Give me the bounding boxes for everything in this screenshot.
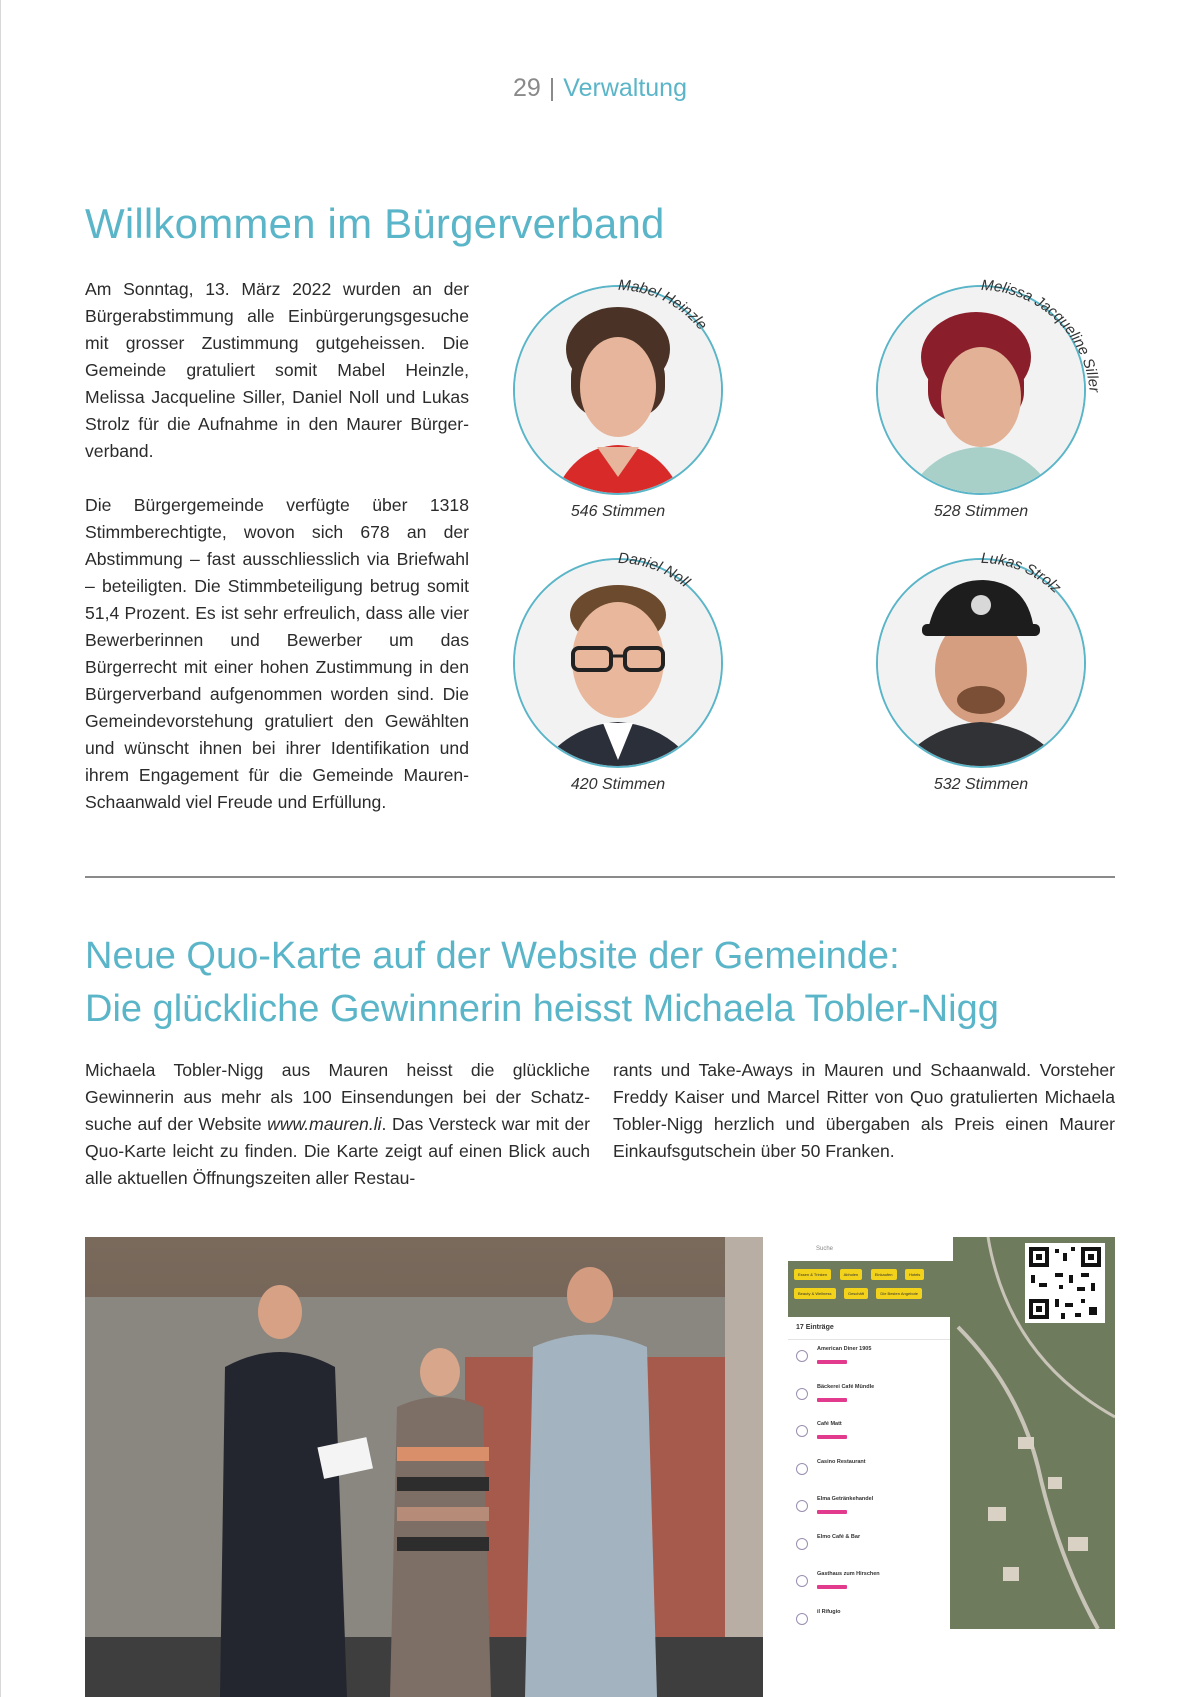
article2-column-1 xyxy=(85,1057,590,1192)
article2-text-a: Michaela Tobler-Nigg aus Mauren heisst die glückliche Gewinnerin aus mehr als 100 Einsendungen bei der Schatzsuche auf der Website xyxy=(85,1060,590,1134)
winner-photo xyxy=(85,1237,763,1697)
article1-paragraph-1: Am Sonntag, 13. März 2022 wurden an der Bürgerabstimmung alle Einbürgerungsgesuche mit grosser Zustimmung gutgeheissen. Die Gemeinde gratuliert somit Mabel Heinzle, Melissa Jacqueline Siller, Daniel Noll und Lukas Strolz für die Aufnahme in den Maurer Bürgerverband. xyxy=(85,279,469,461)
place-icon xyxy=(796,1613,808,1625)
map-chip[interactable]: Beauty & Wellness xyxy=(794,1288,836,1299)
place-icon xyxy=(796,1575,808,1587)
candidate-name-arc xyxy=(856,265,1116,525)
map-list-item[interactable]: Café Matt xyxy=(788,1415,950,1453)
map-category-chips xyxy=(792,1263,942,1301)
article1-title: Willkommen im Bürgerverband xyxy=(85,200,665,247)
running-header xyxy=(0,74,1200,103)
map-list-item[interactable]: Elmo Café & Bar xyxy=(788,1528,950,1566)
section-name: Verwaltung xyxy=(563,74,687,102)
candidate-name-arc xyxy=(493,538,753,798)
place-icon xyxy=(796,1388,808,1400)
svg-text:Lukas Strolz: Lukas Strolz xyxy=(980,549,1065,597)
vote-count: 532 Stimmen xyxy=(933,776,1029,793)
map-list-item[interactable]: Gasthaus zum Hirschen xyxy=(788,1565,950,1603)
place-icon xyxy=(796,1350,808,1362)
website-link[interactable]: www.mauren.li xyxy=(267,1114,382,1134)
candidate-name-arc xyxy=(493,265,753,525)
map-chip[interactable]: Einkaufen xyxy=(871,1269,897,1280)
place-icon xyxy=(796,1463,808,1475)
svg-text:Daniel Noll: Daniel Noll xyxy=(617,549,694,591)
header-separator: | xyxy=(548,74,556,102)
page-edge xyxy=(0,0,1,1697)
portrait-daniel-noll xyxy=(513,548,733,808)
candidate-name-arc xyxy=(856,538,1116,798)
svg-text:Mabel Heinzle: Mabel Heinzle xyxy=(617,276,711,334)
map-list-item[interactable]: Elma Getränkehandel xyxy=(788,1490,950,1528)
portrait-lukas-strolz xyxy=(876,548,1096,808)
svg-text:Melissa Jacqueline Siller: Melissa Jacqueline Siller xyxy=(980,276,1103,394)
map-chip[interactable]: Hotels xyxy=(905,1269,924,1280)
map-list-item[interactable]: Bäckerei Café Mündle xyxy=(788,1378,950,1416)
map-entry-list xyxy=(788,1317,950,1629)
article2-title-line1: Neue Quo-Karte auf der Website der Gemeinde: xyxy=(85,935,900,977)
map-list-item[interactable]: American Diner 1905 xyxy=(788,1340,950,1378)
place-icon xyxy=(796,1425,808,1437)
page-number: 29 xyxy=(512,74,541,102)
quo-map-screenshot xyxy=(788,1237,1115,1629)
section-divider xyxy=(85,876,1115,878)
portrait-mabel-heinzle xyxy=(513,275,733,535)
article2-text-b: . Das Versteck war mit der Quo-Karte leicht zu finden. Die Karte zeigt auf einen Blick auch alle aktuellen Öffnungszeiten aller Restau- xyxy=(85,1114,590,1188)
article2-title xyxy=(85,930,999,1036)
place-icon xyxy=(796,1538,808,1550)
place-icon xyxy=(796,1500,808,1512)
vote-count: 546 Stimmen xyxy=(570,503,666,520)
article1-text xyxy=(85,276,469,816)
map-chip[interactable]: Die Besten Angebote xyxy=(876,1288,922,1299)
article2-title-line2: Die glückliche Gewinnerin heisst Michaela Tobler-Nigg xyxy=(85,988,999,1030)
map-list-item[interactable]: Casino Restaurant xyxy=(788,1453,950,1491)
vote-count: 420 Stimmen xyxy=(570,776,666,793)
map-chip[interactable]: Geschäft xyxy=(844,1288,868,1299)
portrait-melissa-jacqueline-siller xyxy=(876,275,1103,535)
article1-paragraph-2: Die Bürgergemeinde verfügte über 1318 Stimmberechtigte, wovon sich 678 an der Abstimmung – fast ausschliesslich via Briefwahl – beteiligten. Die Stimmbeteiligung betrug somit 51,4 Prozent. Es ist sehr erfreulich, dass alle vier Bewerberinnen und Bewerber um das Bürgerrecht mit einer hohen Zustimmung in den Bürgerverband aufgenommen worden sind. Die Gemeindevorstehung gratuliert den Gewählten und wünscht ihnen bei ihrer Identifikation und ihrem Engagement für die Gemeinde Mauren-Schaanwald viel Freude und Erfüllung. xyxy=(85,495,469,812)
vote-count: 528 Stimmen xyxy=(933,503,1029,520)
map-entry-count: 17 Einträge xyxy=(788,1317,950,1340)
map-chip[interactable]: Abholen xyxy=(840,1269,863,1280)
article2-column-2: rants und Take-Aways in Mauren und Schaanwald. Vorsteher Freddy Kaiser und Marcel Ritter von Quo gratulierten Michaela Tobler-Nigg herzlich und übergaben als Preis einen Maurer Einkaufsgutschein über 50 Franken. xyxy=(613,1060,1115,1161)
qr-code-icon xyxy=(1025,1243,1105,1323)
map-search-input[interactable]: Suche xyxy=(788,1237,953,1261)
map-chip[interactable]: Essen & Trinken xyxy=(794,1269,831,1280)
map-list-item[interactable]: il Rifugio xyxy=(788,1603,950,1630)
